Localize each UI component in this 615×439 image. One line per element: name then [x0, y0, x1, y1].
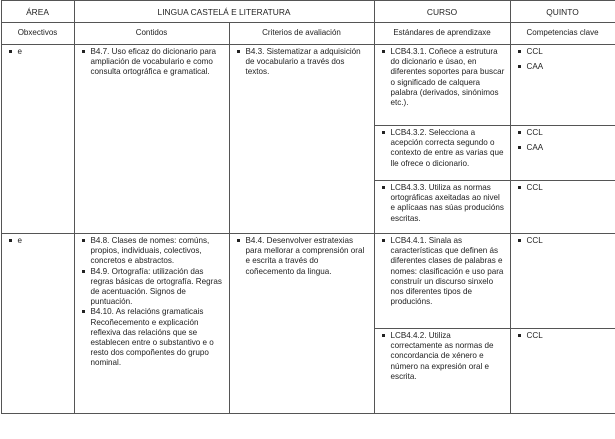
- objectives-cell: [1, 234, 74, 414]
- content-item: B4.7. Uso eficaz do dicionario para ampliación de vocabulario e como consulta ortográfica e gramatical.: [80, 47, 224, 78]
- competence-item: CCL: [516, 128, 610, 138]
- contents-cell: [74, 45, 229, 234]
- area-label: ÁREA: [1, 1, 74, 23]
- criteria-cell: [229, 45, 374, 234]
- criterion-item: B4.3. Sistematizar a adquisición de vocabulario a través dos textos.: [235, 47, 369, 78]
- standard-item: LCB4.4.1. Sinala as características que definen ás diferentes clases de palabras e nomes: clasificación e uso para construír un discurso sinxelo nos diferentes tipos de producións.: [380, 236, 505, 307]
- column-header-contents: Contidos: [74, 23, 229, 45]
- criterion-item: B4.4. Desenvolver estratexias para mellorar a comprensión oral e escrita a través do coñecemento da lingua.: [235, 236, 369, 277]
- column-header-criteria: Criterios de avaliación: [229, 23, 374, 45]
- content-item: B4.8. Clases de nomes: comúns, propios, individuais, colectivos, concretos e abstractos.: [80, 236, 224, 267]
- competence-item: CCL: [516, 47, 610, 57]
- content-item: B4.9. Ortografía: utilización das regras básicas de ortografía. Regras de acentuación. Signos de puntuación.: [80, 267, 224, 308]
- competence-item: CAA: [516, 143, 610, 153]
- competences-cell: [510, 329, 615, 414]
- column-header-standards: Estándares de aprendizaxe: [374, 23, 510, 45]
- standard-cell: [374, 45, 510, 126]
- column-header-row: [1, 23, 615, 45]
- curriculum-table: [1, 0, 615, 414]
- standard-cell: [374, 126, 510, 181]
- column-header-objectives: Obxectivos: [1, 23, 74, 45]
- competence-item: CAA: [516, 62, 610, 72]
- standard-cell: [374, 181, 510, 234]
- competences-cell: [510, 234, 615, 329]
- standard-cell: [374, 329, 510, 414]
- standard-item: LCB4.3.3. Utiliza as normas ortográficas axeitadas ao nivel e aplícaas nas súas producións escritas.: [380, 183, 505, 224]
- objective-item: e: [7, 47, 69, 57]
- competences-cell: [510, 45, 615, 126]
- table-row: [1, 234, 615, 329]
- criteria-cell: [229, 234, 374, 414]
- course-value: QUINTO: [510, 1, 615, 23]
- competences-cell: [510, 181, 615, 234]
- competence-item: CCL: [516, 236, 610, 246]
- table-row: [1, 45, 615, 126]
- standard-cell: [374, 234, 510, 329]
- column-header-competences: Competencias clave: [510, 23, 615, 45]
- contents-cell: [74, 234, 229, 414]
- objectives-cell: [1, 45, 74, 234]
- standard-item: LCB4.3.2. Selecciona a acepción correcta segundo o contexto de entre as varias que lle ofrece o dicionario.: [380, 128, 505, 169]
- subject-title: LINGUA CASTELÁ E LITERATURA: [74, 1, 374, 23]
- header-row: [1, 1, 615, 23]
- standard-item: LCB4.3.1. Coñece a estrutura do dicionario e úsao, en diferentes soportes para buscar o significado de calquera palabra (derivados, sinónimos etc.).: [380, 47, 505, 108]
- competence-item: CCL: [516, 183, 610, 193]
- objective-item: e: [7, 236, 69, 246]
- competence-item: CCL: [516, 331, 610, 341]
- competences-cell: [510, 126, 615, 181]
- course-label: CURSO: [374, 1, 510, 23]
- standard-item: LCB4.4.2. Utiliza correctamente as normas de concordancia de xénero e número na expresión oral e escrita.: [380, 331, 505, 382]
- content-item: B4.10. As relacións gramaticais Recoñecemento e explicación reflexiva das relacións que se establecen entre o substantivo e o resto dos compoñentes do grupo nominal.: [80, 307, 224, 368]
